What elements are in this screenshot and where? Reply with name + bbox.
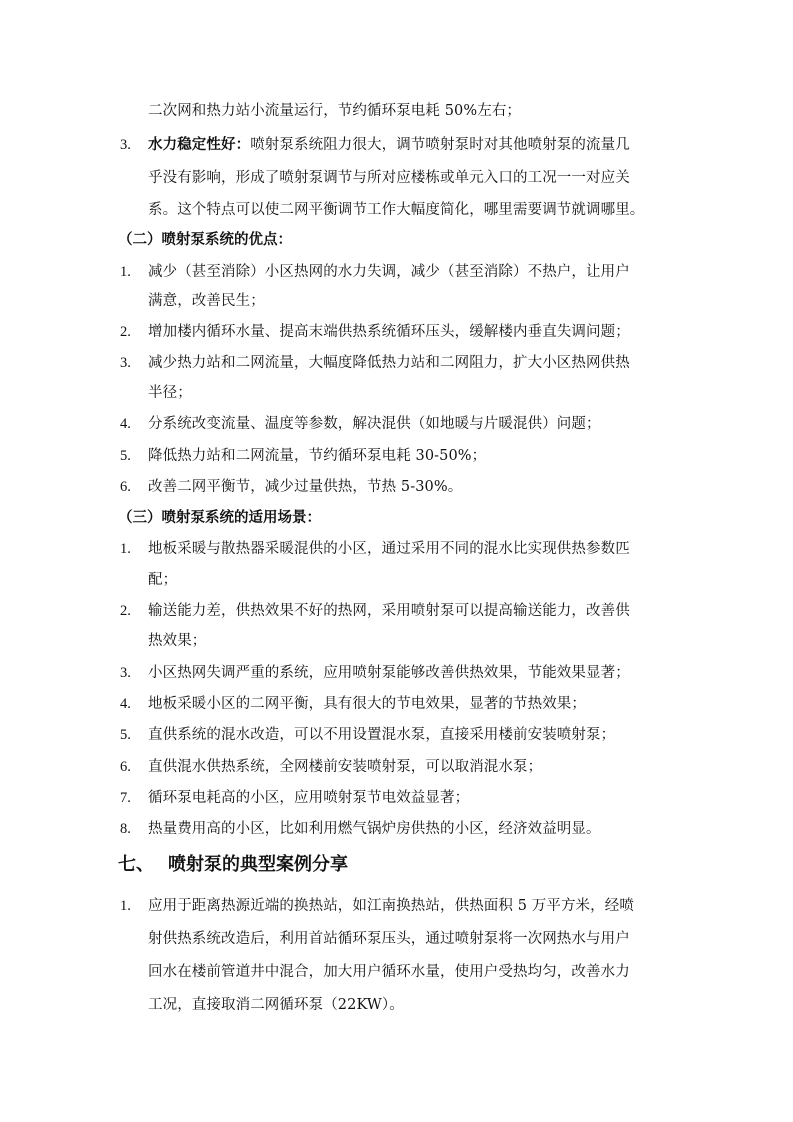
item-number: 6. bbox=[120, 479, 131, 495]
continuation-line: 二次网和热力站小流量运行，节约循环泵电耗 50%左右； bbox=[148, 103, 522, 119]
item-number: 6. bbox=[120, 759, 131, 775]
list-item-line: 输送能力差，供热效果不好的热网，采用喷射泵可以提高输送能力，改善供 bbox=[148, 603, 630, 619]
list-item-line: 满意，改善民生； bbox=[148, 293, 265, 309]
item-number: 5. bbox=[120, 727, 131, 743]
advantages-heading: （二）喷射泵系统的优点： bbox=[118, 231, 292, 248]
list-item-line: 增加楼内循环水量、提高末端供热系统循环压头，缓解楼内垂直失调问题； bbox=[148, 324, 630, 340]
list-item-line: 地板采暖与散热器采暖混供的小区，通过采用不同的混水比实现供热参数匹 bbox=[148, 541, 630, 557]
list-item-line: 减少（甚至消除）小区热网的水力失调，减少（甚至消除）不热户，让用户 bbox=[148, 264, 630, 280]
list-item-line: 半径； bbox=[148, 385, 192, 401]
scenarios-heading: （三）喷射泵系统的适用场景： bbox=[118, 509, 321, 526]
list-item-line: 工况，直接取消二网循环泵（22KW）。 bbox=[148, 997, 404, 1013]
list-item-line: 分系统改变流量、温度等参数，解决混供（如地暖与片暖混供）问题； bbox=[148, 416, 601, 432]
item-number: 1. bbox=[120, 264, 131, 280]
item-number: 2. bbox=[120, 603, 131, 619]
item-number: 4. bbox=[120, 416, 131, 432]
list-item-line: 降低热力站和二网流量，节约循环泵电耗 30-50%； bbox=[148, 448, 487, 464]
item-number: 4. bbox=[120, 696, 131, 712]
item-number: 1. bbox=[120, 541, 131, 557]
item-number: 1. bbox=[120, 898, 131, 914]
list-item-line: 系。这个特点可以使二网平衡调节工作大幅度简化，哪里需要调节就调哪里。 bbox=[148, 202, 645, 218]
item-number: 5. bbox=[120, 448, 131, 464]
section-title: 喷射泵的典型案例分享 bbox=[168, 854, 348, 875]
list-item-line: 配； bbox=[148, 572, 178, 588]
list-item-line: 热量费用高的小区，比如利用燃气锅炉房供热的小区，经济效益明显。 bbox=[148, 821, 601, 837]
list-item-line: 减少热力站和二网流量，大幅度降低热力站和二网阻力，扩大小区热网供热 bbox=[148, 355, 630, 371]
item-number: 2. bbox=[120, 324, 131, 340]
list-item-line: 地板采暖小区的二网平衡，具有很大的节电效果，显著的节热效果； bbox=[148, 696, 586, 712]
item-number: 7. bbox=[120, 790, 131, 806]
list-item-line: 热效果； bbox=[148, 633, 207, 649]
list-item-line: 直供混水供热系统，全网楼前安装喷射泵，可以取消混水泵； bbox=[148, 759, 543, 775]
item-number: 3. bbox=[120, 355, 131, 371]
item-number: 3. bbox=[120, 665, 131, 681]
list-item-line: 小区热网失调严重的系统，应用喷射泵能够改善供热效果，节能效果显著； bbox=[148, 665, 630, 681]
list-item-line: 循环泵电耗高的小区，应用喷射泵节电效益显著； bbox=[148, 790, 470, 806]
list-item-line bbox=[148, 135, 630, 155]
list-item-line: 乎没有影响，形成了喷射泵调节与所对应楼栋或单元入口的工况一一对应关 bbox=[148, 170, 630, 186]
section-number: 七、 bbox=[118, 854, 154, 875]
list-item-line: 回水在楼前管道井中混合，加大用户循环水量，使用户受热均匀，改善水力 bbox=[148, 964, 630, 980]
item-text: 喷射泵系统阻力很大，调节喷射泵时对其他喷射泵的流量几 bbox=[250, 137, 630, 153]
list-item-line: 射供热系统改造后，利用首站循环泵压头，通过喷射泵将一次网热水与用户 bbox=[148, 931, 630, 947]
section-heading bbox=[118, 853, 348, 877]
list-item-line: 改善二网平衡节，减少过量供热，节热 5-30%。 bbox=[148, 479, 463, 495]
item-number: 8. bbox=[120, 821, 131, 837]
list-item-line: 直供系统的混水改造，可以不用设置混水泵，直接采用楼前安装喷射泵； bbox=[148, 727, 616, 743]
item-number: 3. bbox=[120, 137, 131, 153]
item-bold-label: 水力稳定性好： bbox=[148, 136, 251, 153]
list-item-line: 应用于距离热源近端的换热站，如江南换热站，供热面积 5 万平方米，经喷 bbox=[148, 898, 634, 914]
